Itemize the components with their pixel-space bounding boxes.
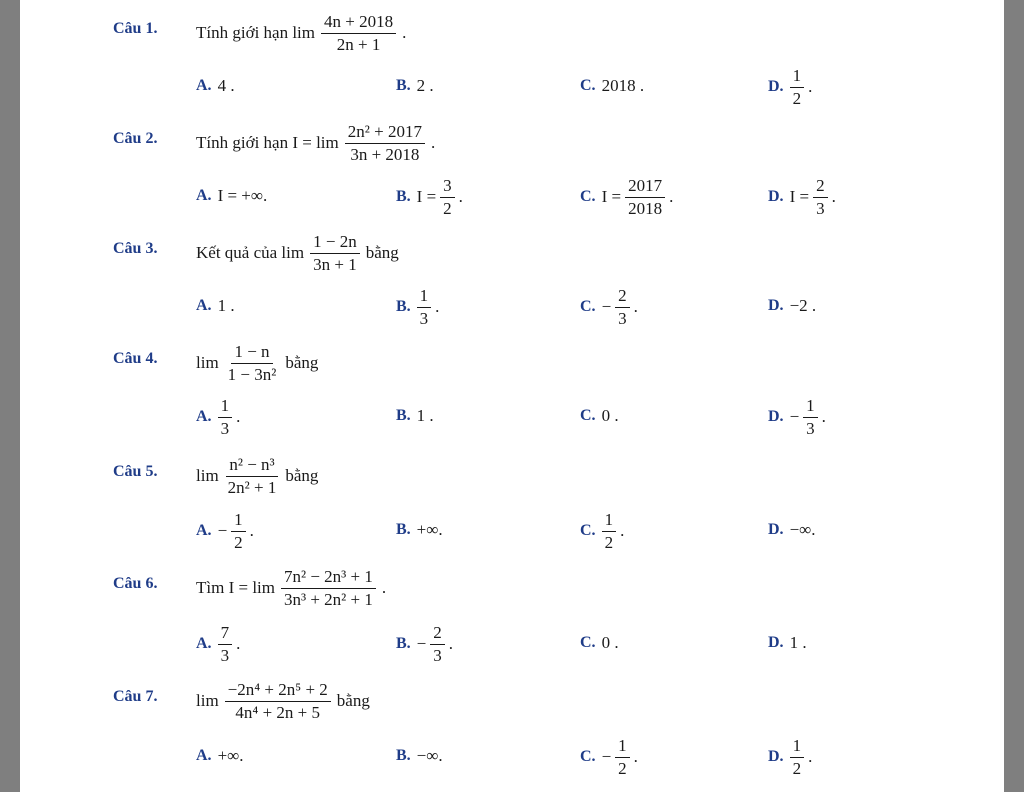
question-label: Câu 4. bbox=[113, 350, 158, 367]
fraction bbox=[615, 736, 630, 778]
question-prompt: Tìm I = lim bbox=[196, 578, 275, 598]
question-label: Câu 2. bbox=[113, 130, 158, 147]
option-value: . bbox=[435, 297, 440, 317]
option-prefix: − bbox=[601, 747, 612, 767]
fraction bbox=[218, 396, 233, 438]
option-value: 2018 . bbox=[601, 76, 645, 95]
fraction bbox=[803, 396, 818, 438]
option-value: . bbox=[831, 187, 836, 207]
fraction-denominator: 2 bbox=[792, 758, 802, 778]
option-key: A. bbox=[196, 297, 212, 314]
fraction-denominator: 2 bbox=[618, 758, 627, 778]
option-key: A. bbox=[196, 187, 212, 204]
fraction-denominator: 2n + 1 bbox=[336, 34, 381, 54]
option-prefix: − bbox=[601, 297, 612, 317]
fraction-denominator: 3n + 1 bbox=[313, 254, 357, 274]
option-key: C. bbox=[580, 298, 596, 316]
answer-option-c[interactable] bbox=[580, 286, 638, 328]
left-margin-bar bbox=[0, 0, 20, 792]
question-text bbox=[196, 342, 318, 384]
fraction-denominator: 4n⁴ + 2n + 5 bbox=[235, 702, 321, 722]
option-key: B. bbox=[396, 747, 411, 764]
option-value: 4 . bbox=[217, 76, 235, 95]
option-key: C. bbox=[580, 634, 596, 651]
option-prefix: I = bbox=[601, 187, 622, 207]
option-prefix: I = bbox=[416, 187, 437, 207]
option-key: D. bbox=[768, 188, 784, 206]
option-value: I = +∞. bbox=[217, 186, 268, 205]
fraction bbox=[790, 66, 805, 108]
fraction bbox=[310, 232, 360, 274]
question-label: Câu 5. bbox=[113, 463, 158, 480]
fraction-denominator: 3 bbox=[419, 308, 429, 328]
document-page bbox=[20, 0, 1004, 792]
option-value: . bbox=[448, 634, 454, 654]
fraction-numerator: 2 bbox=[430, 623, 445, 645]
question-tail: bằng bbox=[285, 353, 319, 373]
fraction-denominator: 3 bbox=[220, 418, 230, 438]
option-value: . bbox=[808, 77, 813, 97]
question-text bbox=[196, 122, 435, 164]
fraction-numerator: 1 − n bbox=[231, 342, 272, 364]
answer-option-d[interactable] bbox=[768, 520, 816, 540]
fraction-numerator: 7 bbox=[218, 623, 233, 645]
answer-option-b[interactable] bbox=[396, 623, 453, 665]
question-label: Câu 3. bbox=[113, 240, 158, 257]
option-value: +∞. bbox=[217, 746, 244, 765]
fraction bbox=[430, 623, 445, 665]
fraction bbox=[345, 122, 425, 164]
answer-option-b[interactable] bbox=[396, 746, 443, 766]
option-key: B. bbox=[396, 521, 411, 538]
fraction-denominator: 3n³ + 2n² + 1 bbox=[284, 589, 373, 609]
answer-option-a[interactable] bbox=[196, 746, 244, 766]
fraction bbox=[625, 176, 665, 218]
fraction-numerator: 1 bbox=[803, 396, 818, 418]
fraction-denominator: 2 bbox=[604, 532, 614, 552]
fraction-numerator: −2n⁴ + 2n⁵ + 2 bbox=[225, 680, 331, 702]
option-value: . bbox=[458, 187, 463, 207]
option-value: . bbox=[236, 407, 241, 427]
answer-option-a[interactable] bbox=[196, 76, 235, 96]
option-key: B. bbox=[396, 298, 411, 316]
answer-option-c[interactable] bbox=[580, 406, 619, 426]
option-key: B. bbox=[396, 188, 411, 206]
fraction-numerator: 1 bbox=[417, 286, 432, 308]
fraction bbox=[281, 567, 376, 609]
fraction-numerator: 1 bbox=[790, 736, 805, 758]
answer-option-c[interactable] bbox=[580, 176, 673, 218]
option-key: A. bbox=[196, 635, 212, 653]
answer-option-c[interactable] bbox=[580, 736, 638, 778]
answer-option-b[interactable] bbox=[396, 520, 443, 540]
question-prompt: lim bbox=[196, 353, 219, 373]
option-value: −∞. bbox=[789, 520, 816, 539]
fraction-numerator: 7n² − 2n³ + 1 bbox=[281, 567, 376, 589]
option-value: . bbox=[236, 634, 241, 654]
answer-option-a[interactable] bbox=[196, 186, 267, 206]
option-key: B. bbox=[396, 635, 411, 653]
fraction bbox=[440, 176, 455, 218]
option-key: D. bbox=[768, 408, 784, 426]
fraction-denominator: 2 bbox=[234, 532, 243, 552]
fraction bbox=[231, 510, 246, 552]
option-key: D. bbox=[768, 78, 784, 96]
fraction bbox=[790, 736, 805, 778]
option-key: D. bbox=[768, 634, 784, 651]
fraction-numerator: 1 − 2n bbox=[310, 232, 360, 254]
fraction-denominator: 1 − 3n² bbox=[227, 364, 277, 384]
question-tail: bằng bbox=[336, 691, 370, 711]
option-key: C. bbox=[580, 522, 596, 540]
option-key: A. bbox=[196, 747, 212, 764]
answer-option-c[interactable] bbox=[580, 633, 619, 653]
option-key: C. bbox=[580, 77, 596, 94]
fraction-denominator: 3 bbox=[220, 645, 230, 665]
fraction-numerator: 3 bbox=[440, 176, 455, 198]
answer-option-a[interactable] bbox=[196, 296, 235, 316]
option-value: −2 . bbox=[789, 296, 817, 315]
question-text bbox=[196, 455, 318, 497]
answer-option-a[interactable] bbox=[196, 623, 240, 665]
option-value: 1 . bbox=[217, 296, 235, 315]
question-prompt: Tính giới hạn I = lim bbox=[196, 133, 339, 153]
option-prefix: I = bbox=[789, 187, 810, 207]
answer-option-b[interactable] bbox=[396, 406, 434, 426]
option-key: C. bbox=[580, 407, 596, 424]
option-value: . bbox=[808, 747, 813, 767]
option-value: 1 . bbox=[416, 406, 434, 425]
fraction-numerator: 2 bbox=[615, 286, 630, 308]
option-key: D. bbox=[768, 297, 784, 314]
question-text bbox=[196, 567, 386, 609]
answer-option-b[interactable] bbox=[396, 76, 434, 96]
fraction bbox=[615, 286, 630, 328]
option-key: C. bbox=[580, 748, 596, 766]
fraction-numerator: 1 bbox=[615, 736, 630, 758]
option-key: A. bbox=[196, 77, 212, 94]
question-prompt: lim bbox=[196, 466, 219, 486]
fraction bbox=[813, 176, 828, 218]
answer-option-a[interactable] bbox=[196, 510, 254, 552]
question-text bbox=[196, 680, 370, 722]
option-value: . bbox=[669, 187, 674, 207]
right-margin-bar bbox=[1004, 0, 1024, 792]
fraction bbox=[602, 510, 617, 552]
option-value: −∞. bbox=[416, 746, 443, 765]
fraction-numerator: 2n² + 2017 bbox=[345, 122, 425, 144]
fraction-denominator: 2018 bbox=[628, 198, 663, 218]
fraction-denominator: 3 bbox=[433, 645, 442, 665]
fraction bbox=[218, 623, 233, 665]
fraction-numerator: 1 bbox=[218, 396, 233, 418]
question-label: Câu 7. bbox=[113, 688, 158, 705]
option-value: 0 . bbox=[601, 406, 619, 425]
answer-option-b[interactable] bbox=[396, 286, 439, 328]
fraction-denominator: 2 bbox=[443, 198, 452, 218]
option-value: 2 . bbox=[416, 76, 434, 95]
option-key: D. bbox=[768, 748, 784, 766]
fraction-denominator: 3n + 2018 bbox=[350, 144, 420, 164]
fraction-denominator: 3 bbox=[618, 308, 627, 328]
question-prompt: Tính giới hạn lim bbox=[196, 23, 316, 43]
fraction-numerator: 1 bbox=[790, 66, 805, 88]
question-text bbox=[196, 232, 399, 274]
fraction-numerator: 2 bbox=[813, 176, 828, 198]
question-prompt: Kết quả của lim bbox=[196, 243, 305, 263]
fraction-numerator: n² − n³ bbox=[226, 455, 277, 477]
fraction bbox=[321, 12, 396, 54]
answer-option-a[interactable] bbox=[196, 396, 240, 438]
fraction-denominator: 2 bbox=[792, 88, 802, 108]
option-key: B. bbox=[396, 77, 411, 94]
question-tail: . bbox=[430, 133, 436, 153]
option-value: . bbox=[633, 747, 638, 767]
answer-option-d[interactable] bbox=[768, 296, 816, 316]
option-value: 1 . bbox=[789, 633, 807, 652]
question-prompt: lim bbox=[196, 691, 219, 711]
option-key: B. bbox=[396, 407, 411, 424]
fraction-numerator: 4n + 2018 bbox=[321, 12, 396, 34]
fraction-numerator: 1 bbox=[602, 510, 617, 532]
option-value: . bbox=[821, 407, 826, 427]
option-key: D. bbox=[768, 521, 784, 538]
answer-option-c[interactable] bbox=[580, 510, 624, 552]
fraction bbox=[225, 455, 280, 497]
option-prefix: − bbox=[416, 634, 427, 654]
answer-option-b[interactable] bbox=[396, 176, 463, 218]
question-tail: . bbox=[381, 578, 387, 598]
question-tail: bằng bbox=[365, 243, 399, 263]
answer-option-d[interactable] bbox=[768, 396, 826, 438]
question-label: Câu 6. bbox=[113, 575, 158, 592]
option-key: C. bbox=[580, 188, 596, 206]
option-value: . bbox=[620, 521, 625, 541]
option-value: +∞. bbox=[416, 520, 443, 539]
option-value: 0 . bbox=[601, 633, 619, 652]
answer-option-d[interactable] bbox=[768, 66, 812, 108]
fraction-numerator: 1 bbox=[231, 510, 246, 532]
option-key: A. bbox=[196, 408, 212, 426]
question-tail: bằng bbox=[285, 466, 319, 486]
fraction bbox=[417, 286, 432, 328]
option-prefix: − bbox=[789, 407, 800, 427]
fraction bbox=[225, 680, 331, 722]
answer-option-d[interactable] bbox=[768, 176, 836, 218]
option-prefix: − bbox=[217, 521, 228, 541]
question-label: Câu 1. bbox=[113, 20, 158, 37]
answer-option-d[interactable] bbox=[768, 633, 807, 653]
option-value: . bbox=[633, 297, 638, 317]
option-value: . bbox=[249, 521, 254, 541]
question-tail: . bbox=[402, 23, 407, 43]
fraction-denominator: 3 bbox=[806, 418, 815, 438]
answer-option-d[interactable] bbox=[768, 736, 812, 778]
fraction-denominator: 2n² + 1 bbox=[227, 477, 277, 497]
question-text bbox=[196, 12, 406, 54]
answer-option-c[interactable] bbox=[580, 76, 644, 96]
fraction-numerator: 2017 bbox=[625, 176, 665, 198]
fraction-denominator: 3 bbox=[816, 198, 825, 218]
fraction bbox=[225, 342, 280, 384]
option-key: A. bbox=[196, 522, 212, 540]
